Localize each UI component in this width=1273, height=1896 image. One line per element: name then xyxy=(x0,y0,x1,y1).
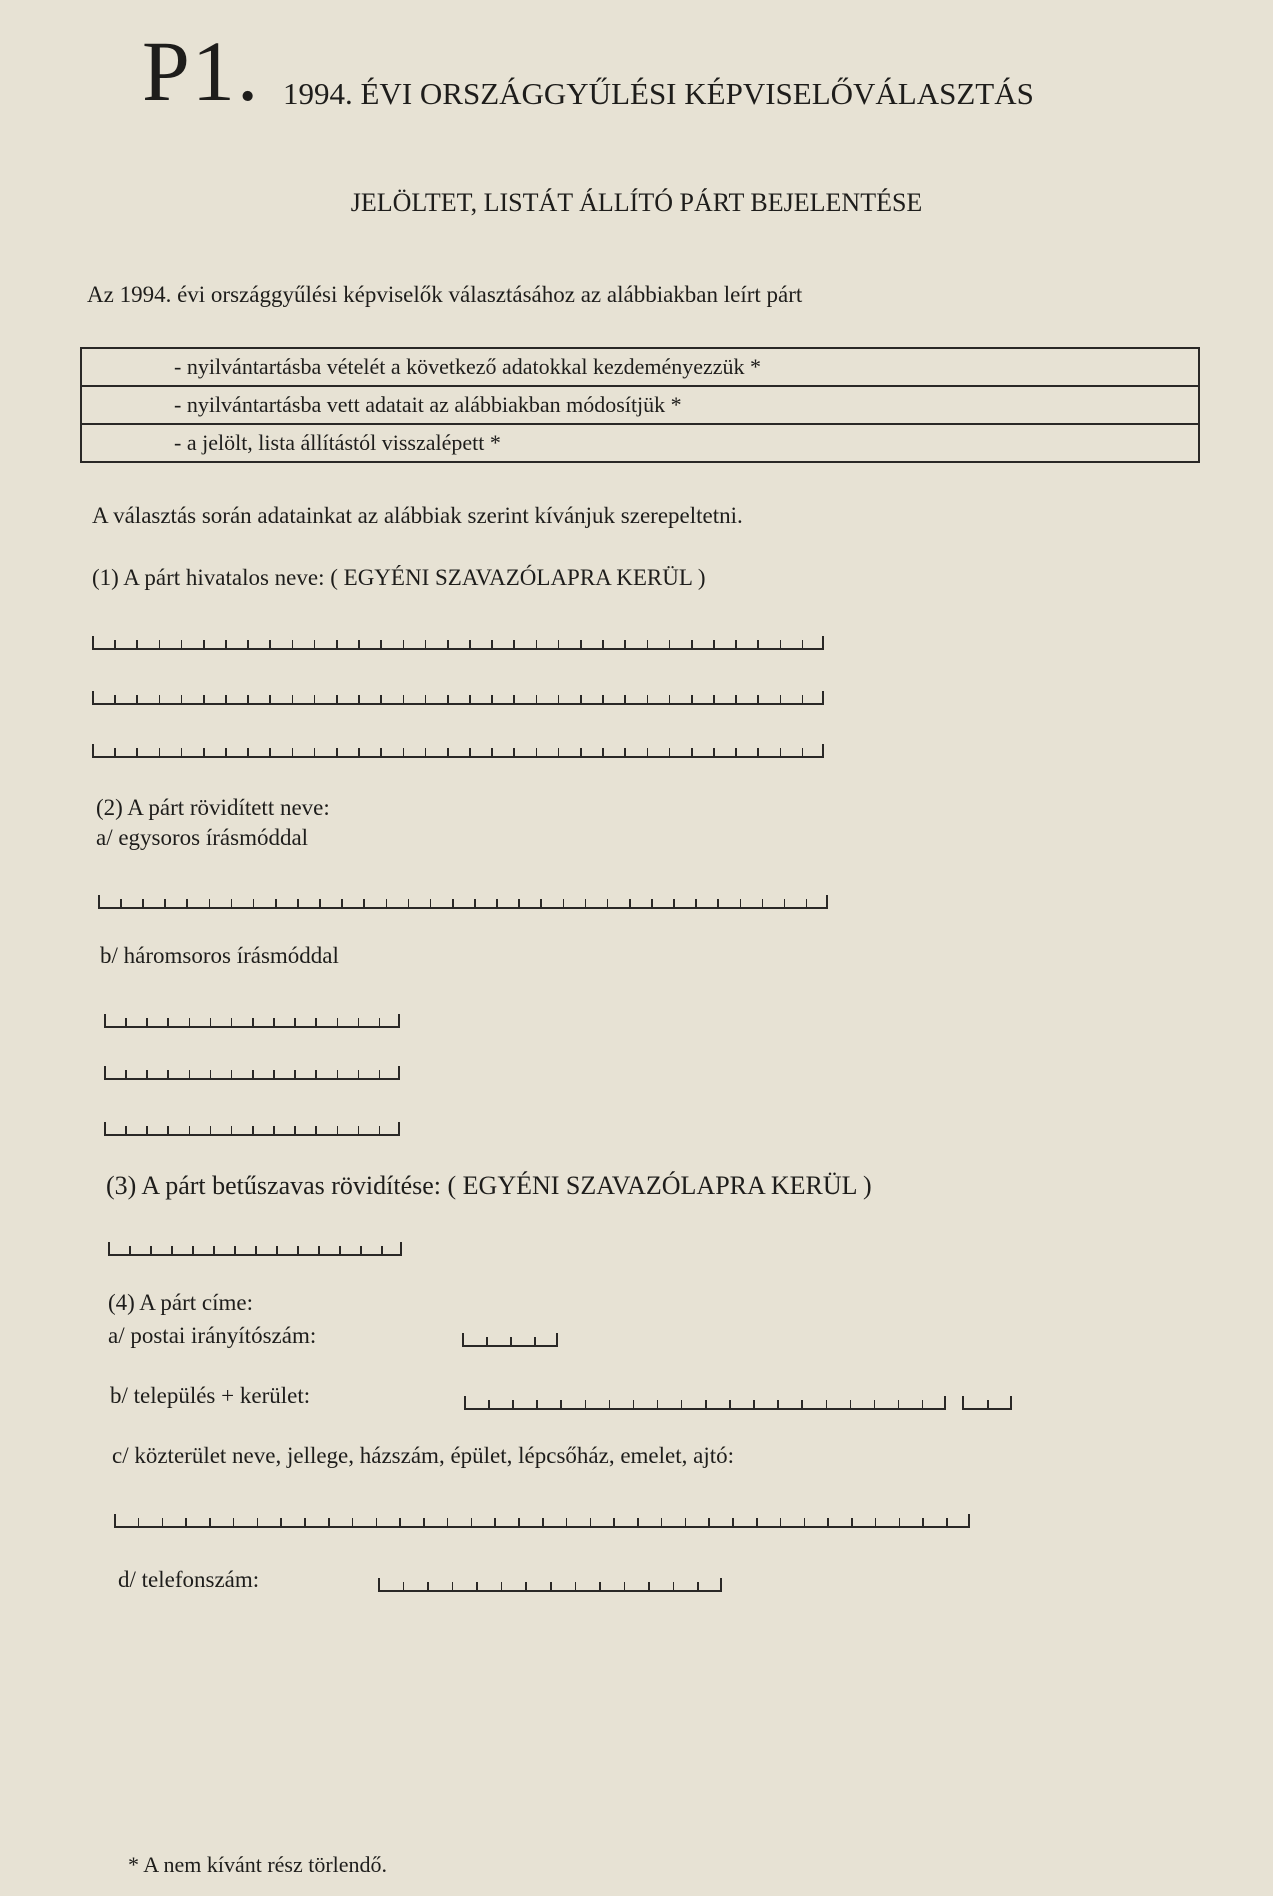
postal-code-field[interactable] xyxy=(462,1331,558,1347)
section-official-name: (1) A párt hivatalos neve: ( EGYÉNI SZAVAZÓLAPRA KERÜL ) xyxy=(92,565,706,590)
district-field[interactable] xyxy=(962,1394,1012,1410)
abbreviation-field[interactable] xyxy=(108,1240,402,1256)
option-register[interactable]: - nyilvántartásba vételét a következő adatokkal kezdeményezzük * xyxy=(174,354,762,379)
short-name-line-2[interactable] xyxy=(104,1064,400,1080)
official-name-line-1[interactable] xyxy=(92,634,824,650)
intro-text: Az 1994. évi országgyűlési képviselők választásához az alábbiakban leírt párt xyxy=(87,282,803,307)
options-table xyxy=(80,347,1200,463)
option-modify[interactable]: - nyilvántartásba vett adatait az alábbiakban módosítjük * xyxy=(82,385,1198,423)
label-street: c/ közterület neve, jellege, házszám, épület, lépcsőház, emelet, ajtó: xyxy=(112,1443,734,1468)
option-withdraw[interactable]: - a jelölt, lista állítástól visszalépett * xyxy=(82,423,1198,461)
label-settlement: b/ település + kerület: xyxy=(110,1383,311,1408)
street-field[interactable] xyxy=(114,1512,970,1528)
short-name-line-1[interactable] xyxy=(104,1012,400,1028)
label-single-line: a/ egysoros írásmóddal xyxy=(96,825,309,850)
statement-text: A választás során adatainkat az alábbiak szerint kívánjuk szerepeltetni. xyxy=(92,503,743,528)
short-name-single-line[interactable] xyxy=(98,893,828,909)
official-name-line-3[interactable] xyxy=(92,742,824,758)
form-title: 1994. ÉVI ORSZÁGGYŰLÉSI KÉPVISELŐVÁLASZTÁS xyxy=(283,76,1034,111)
section-abbreviation: (3) A párt betűszavas rövidítése: ( EGYÉNI SZAVAZÓLAPRA KERÜL ) xyxy=(106,1171,872,1200)
short-name-line-3[interactable] xyxy=(104,1120,400,1136)
label-three-line: b/ háromsoros írásmóddal xyxy=(100,943,339,968)
label-postal-code: a/ postai irányítószám: xyxy=(108,1323,317,1348)
footnote: * A nem kívánt rész törlendő. xyxy=(128,1852,388,1877)
phone-field[interactable] xyxy=(378,1576,722,1592)
settlement-field[interactable] xyxy=(464,1394,946,1410)
label-phone: d/ telefonszám: xyxy=(118,1567,260,1592)
official-name-line-2[interactable] xyxy=(92,689,824,705)
form-subtitle: JELÖLTET, LISTÁT ÁLLÍTÓ PÁRT BEJELENTÉSE xyxy=(350,188,923,217)
section-short-name: (2) A párt rövidített neve: xyxy=(96,795,330,820)
form-code: P1. xyxy=(142,23,261,119)
section-address: (4) A párt címe: xyxy=(108,1290,253,1315)
